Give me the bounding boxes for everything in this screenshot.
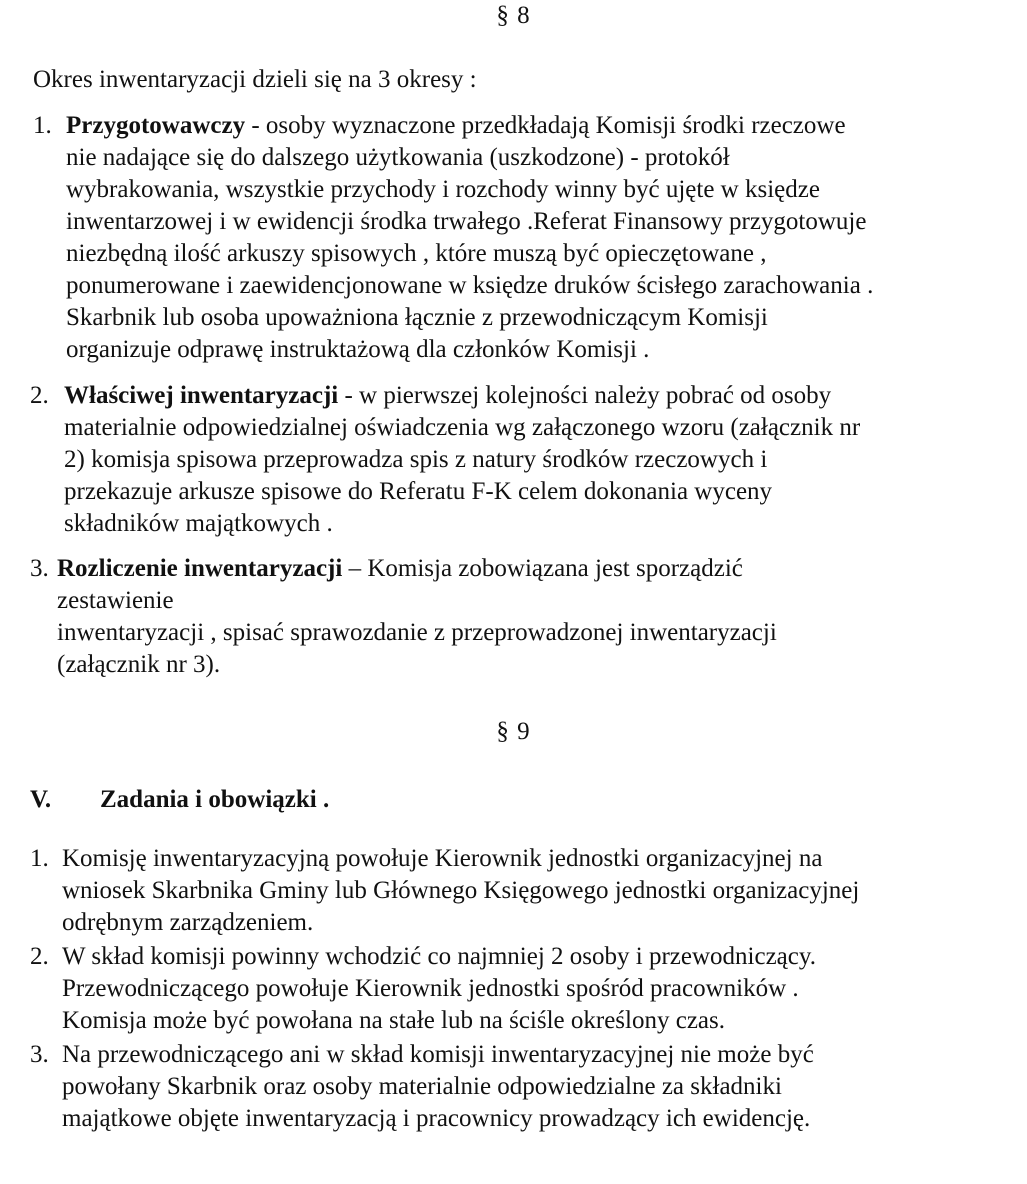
list-item-line: ponumerowane i zaewidencjonowane w księdze druków ścisłego zarachowania . bbox=[66, 272, 874, 299]
list-item bbox=[30, 380, 1000, 540]
section-8-mark: § 8 bbox=[496, 2, 531, 29]
list-item-text: - w pierwszej kolejności należy pobrać od osoby bbox=[338, 382, 832, 409]
section-9-mark: § 9 bbox=[496, 718, 531, 745]
chapter-number: V. bbox=[30, 786, 52, 813]
chapter-title: Zadania i obowiązki . bbox=[100, 786, 330, 813]
list-item-line: niezbędną ilość arkuszy spisowych , które muszą być opieczętowane , bbox=[66, 240, 767, 267]
list-item-line: 2) komisja spisowa przeprowadza spis z natury środków rzeczowych i bbox=[64, 446, 768, 473]
list-item-line: wniosek Skarbnika Gminy lub Głównego Księgowego jednostki organizacyjnej bbox=[62, 877, 860, 904]
list-item-line: materialnie odpowiedzialnej oświadczenia wg załączonego wzoru (załącznik nr bbox=[64, 414, 861, 441]
list-item-line: wybrakowania, wszystkie przychody i rozchody winny być ujęte w księdze bbox=[66, 176, 820, 203]
list-item-title: Rozliczenie inwentaryzacji bbox=[57, 555, 343, 582]
list-item-line: majątkowe objęte inwentaryzacją i pracownicy prowadzący ich ewidencję. bbox=[62, 1105, 811, 1132]
list-item-number: 1. bbox=[33, 112, 52, 139]
list-item-line: (załącznik nr 3). bbox=[57, 651, 221, 678]
list-item-line: powołany Skarbnik oraz osoby materialnie odpowiedzialne za składniki bbox=[62, 1073, 782, 1100]
list-item-line: nie nadające się do dalszego użytkowania (uszkodzone) - protokół bbox=[66, 144, 730, 171]
list-item-line: składników majątkowych . bbox=[64, 510, 333, 537]
list-item-title: Przygotowawczy bbox=[66, 112, 246, 139]
list-item bbox=[30, 843, 1000, 939]
list-item-line: inwentaryzacji , spisać sprawozdanie z przeprowadzonej inwentaryzacji bbox=[57, 619, 777, 646]
list-item-body bbox=[30, 380, 1000, 540]
list-item bbox=[30, 1039, 1000, 1135]
list-item-line bbox=[66, 110, 1003, 142]
list-item-line: Przewodniczącego powołuje Kierownik jednostki spośród pracowników . bbox=[62, 975, 799, 1002]
list-item bbox=[30, 553, 1000, 681]
list-item-line: organizuje odprawę instruktażową dla członków Komisji . bbox=[66, 336, 650, 363]
list-item-line: Komisję inwentaryzacyjną powołuje Kierownik jednostki organizacyjnej na bbox=[62, 845, 823, 872]
list-item-line bbox=[57, 553, 1000, 585]
list-item-line: zestawienie bbox=[57, 587, 174, 614]
list-item-number: 3. bbox=[30, 1041, 49, 1068]
list-item-number: 1. bbox=[30, 845, 49, 872]
list-item-line: przekazuje arkusze spisowe do Referatu F-K celem dokonania wyceny bbox=[64, 478, 773, 505]
list-item-body bbox=[33, 110, 1003, 366]
chapter-heading bbox=[30, 784, 329, 816]
list-item-line: inwentarzowej i w ewidencji środka trwałego .Referat Finansowy przygotowuje bbox=[66, 208, 867, 235]
list-item-line: Komisja może być powołana na stałe lub na ściśle określony czas. bbox=[62, 1007, 726, 1034]
list-item-number: 3. bbox=[30, 555, 49, 582]
list-item-body bbox=[30, 1039, 1000, 1135]
list-item-number: 2. bbox=[30, 382, 49, 409]
list-item bbox=[33, 110, 1003, 366]
list-item-line: odrębnym zarządzeniem. bbox=[62, 909, 314, 936]
list-item-line: Skarbnik lub osoba upoważniona łącznie z przewodniczącym Komisji bbox=[66, 304, 768, 331]
list-item-text: - osoby wyznaczone przedkładają Komisji środki rzeczowe bbox=[245, 112, 846, 139]
list-item bbox=[30, 941, 1000, 1037]
list-item-number: 2. bbox=[30, 943, 49, 970]
list-item-text: – Komisja zobowiązana jest sporządzić bbox=[342, 555, 743, 582]
list-item-title: Właściwej inwentaryzacji bbox=[64, 382, 339, 409]
list-item-line: W skład komisji powinny wchodzić co najmniej 2 osoby i przewodniczący. bbox=[62, 943, 816, 970]
list-item-line bbox=[64, 380, 1000, 412]
list-item-body bbox=[30, 553, 1000, 681]
intro-paragraph: Okres inwentaryzacji dzieli się na 3 okresy : bbox=[33, 66, 477, 93]
list-item-line: Na przewodniczącego ani w skład komisji inwentaryzacyjnej nie może być bbox=[62, 1041, 814, 1068]
list-item-body bbox=[30, 941, 1000, 1037]
list-item-body bbox=[30, 843, 1000, 939]
